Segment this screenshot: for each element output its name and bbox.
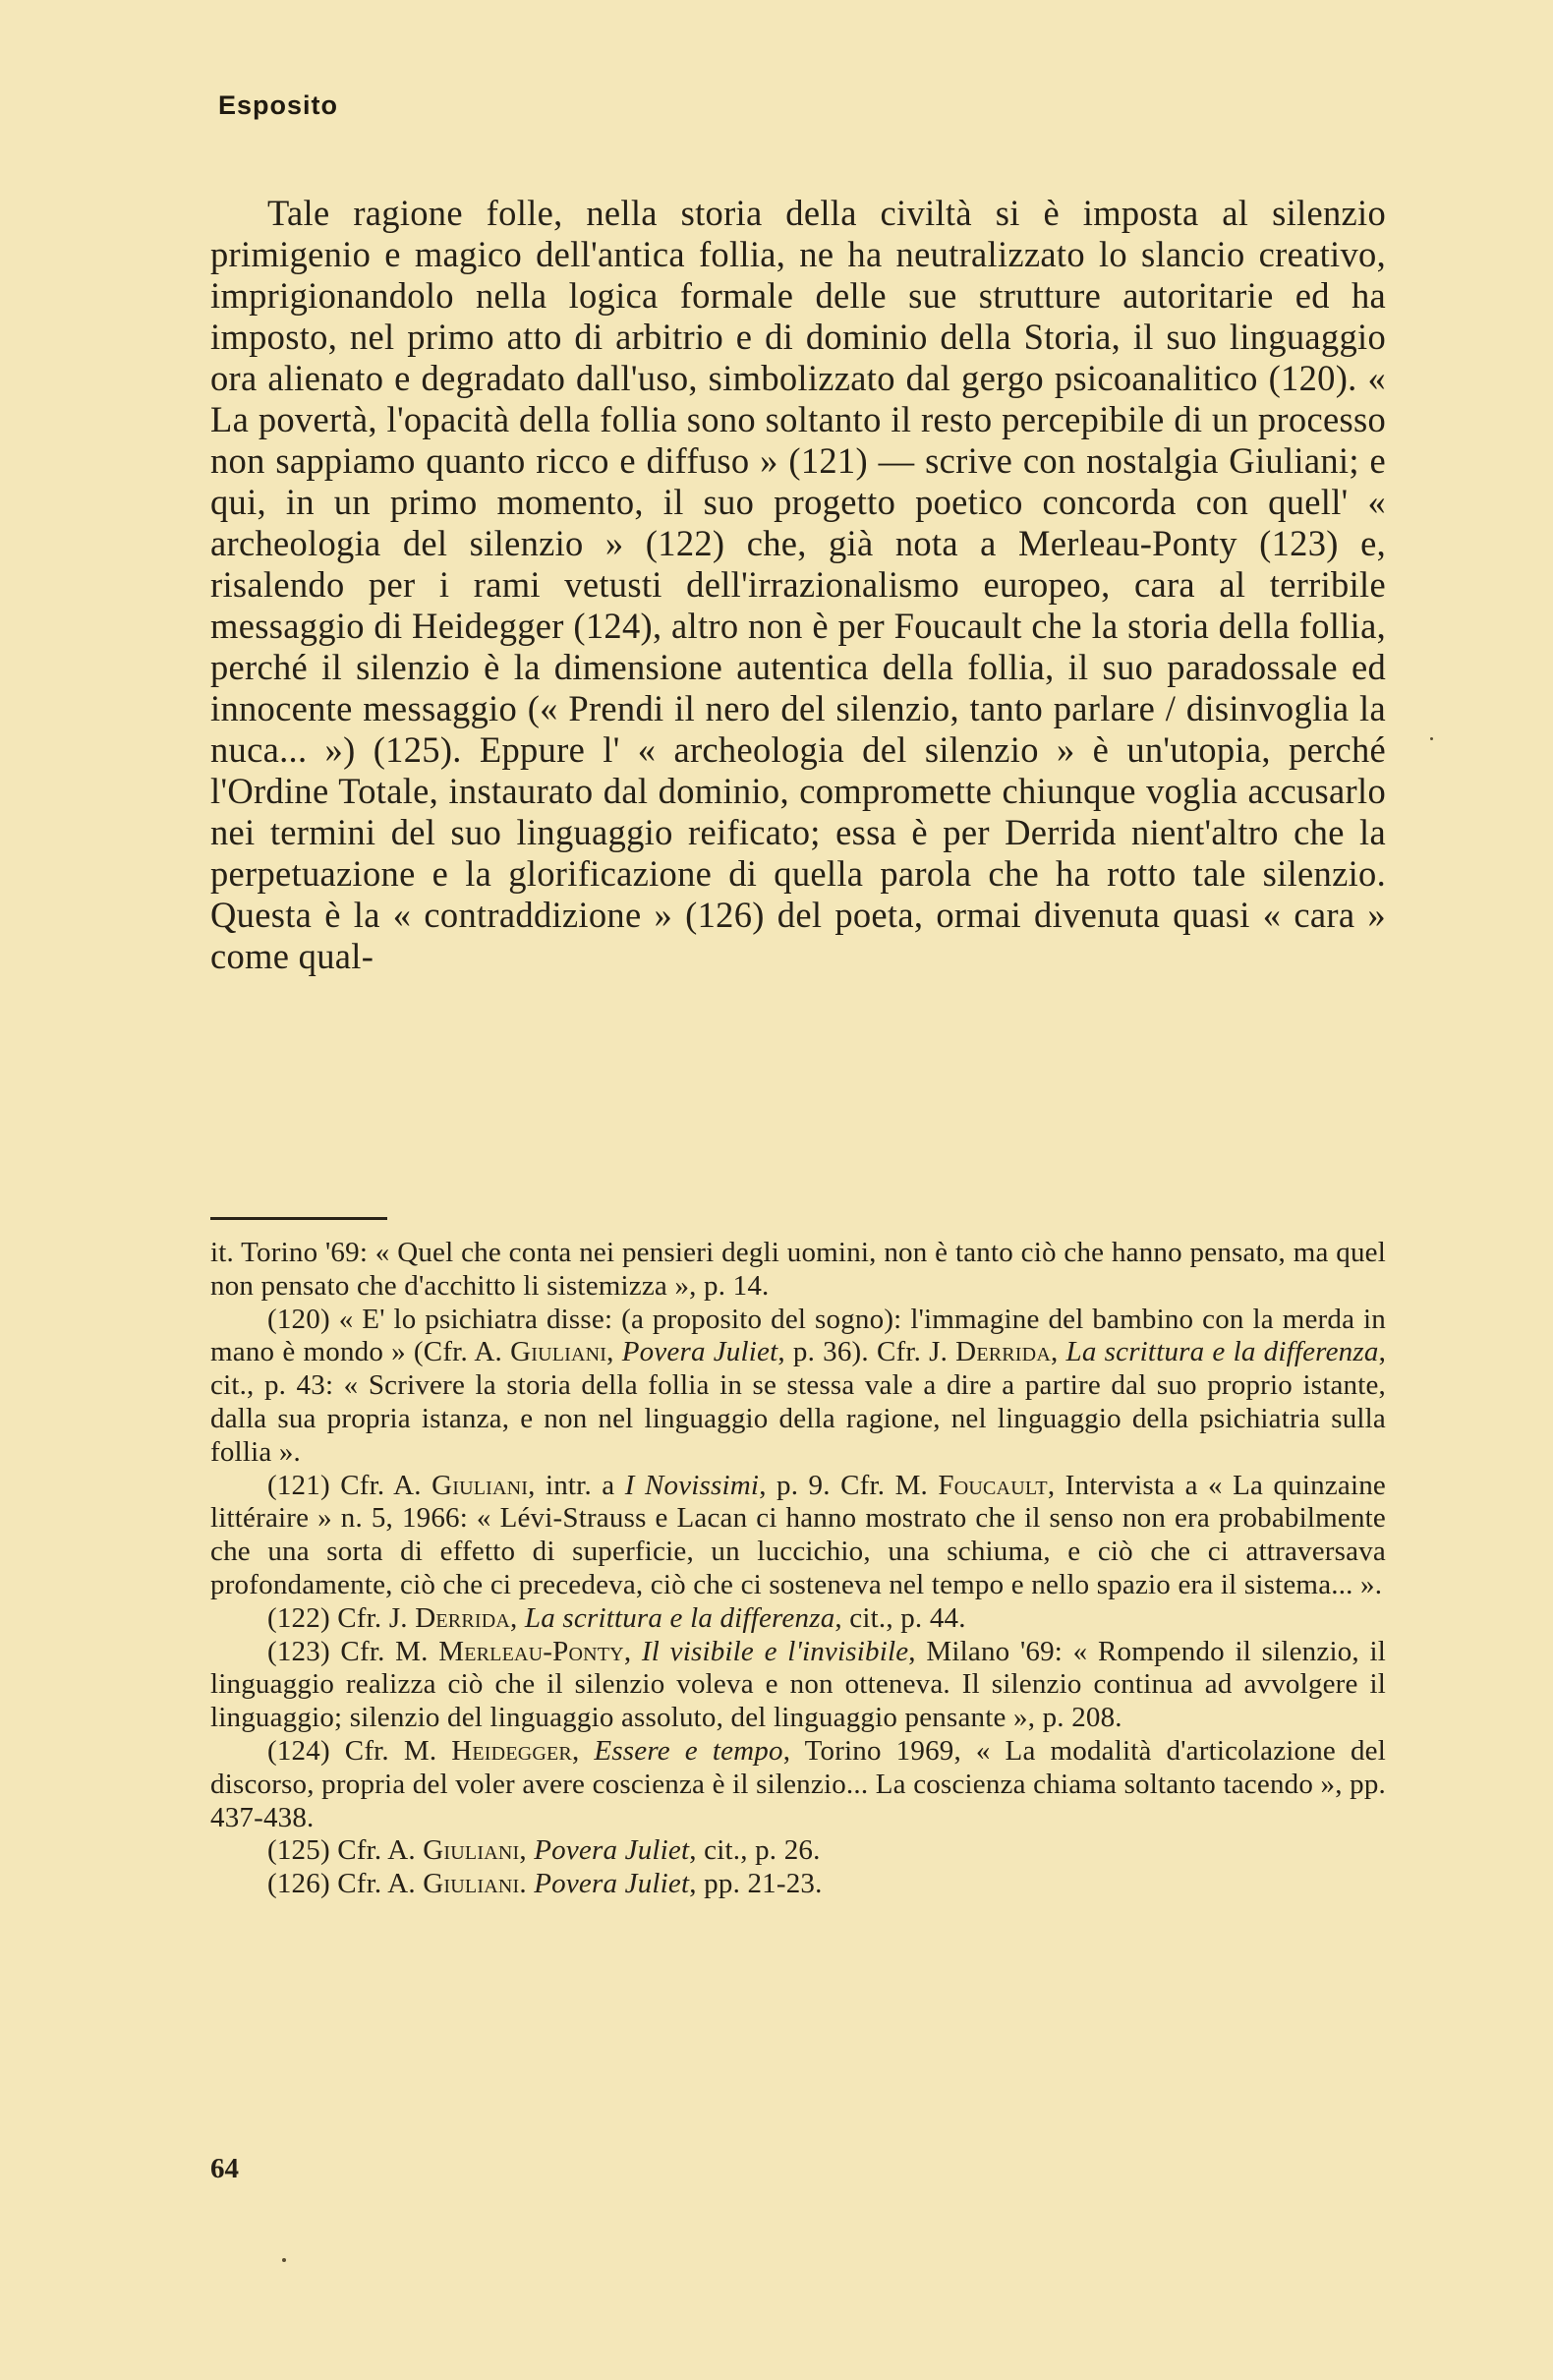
- footnote-121: (121) Cfr. A. Giuliani, intr. a I Novissimi, p. 9. Cfr. M. Foucault, Intervista a « La quinzaine littéraire » n. 5, 1966: « Lévi-Strauss e Lacan ci hanno mostrato che il senso non era probabilmente che una sorta di effetto di superficie, un luccichio, una schiuma, e ciò che ci attraversava profondamente, ciò che ci precedeva, ciò che ci sosteneva nel tempo e nello spazio era il sistema... ».: [210, 1469, 1387, 1600]
- footnotes-block: [210, 1237, 1386, 1901]
- footnote-continuation: it. Torino '69: « Quel che conta nei pensieri degli uomini, non è tanto ciò che hanno pensato, ma quel non pensato che d'acchitto li sistemizza », p. 14.: [210, 1237, 1386, 1302]
- author-name: Merleau-Ponty: [438, 1635, 624, 1667]
- author-name: Giuliani: [423, 1834, 520, 1867]
- body-text: [210, 193, 1386, 977]
- footnote-123: (123) Cfr. M. Merleau-Ponty, Il visibile e l'invisibile, Milano '69: « Rompendo il silenzio, il linguaggio realizza ciò che il silenzio voleva e non otteneva. Il silenzio continua ad avvolgere il linguaggio; silenzio del linguaggio assoluto, del linguaggio pensante », p. 208.: [210, 1635, 1386, 1734]
- footnote-120: (120) « E' lo psichiatra disse: (a proposito del sogno): l'immagine del bambino con la merda in mano è mondo » (Cfr. A. Giuliani, Povera Juliet, p. 36). Cfr. J. Derrida, La scrittura e la differenza, cit., p. 43: « Scrivere la storia della follia in se stessa vale a dire a partire dal suo proprio istante, dalla sua propria istanza, e non nel linguaggio della ragione, nel linguaggio della psichiatria sulla follia ».: [210, 1303, 1387, 1468]
- book-title: La scrittura e la differenza: [1065, 1336, 1379, 1368]
- running-head: Esposito: [218, 90, 339, 120]
- book-title: Essere e tempo: [594, 1734, 783, 1767]
- footnote-divider: [210, 1217, 387, 1220]
- author-name: Derrida: [955, 1336, 1051, 1368]
- body-paragraph: Tale ragione folle, nella storia della civiltà si è imposta al silenzio primigenio e magico dell'antica follia, ne ha neutralizzato lo slancio creativo, imprigionandolo nella logica formale delle sue strutture autoritarie ed ha imposto, nel primo atto di arbitrio e di dominio della Storia, il suo linguaggio ora alienato e degradato dall'uso, simbolizzato dal gergo psicoanalitico (120). « La povertà, l'opacità della follia sono soltanto il resto percepibile di un processo non sappiamo quanto ricco e diffuso » (121) — scrive con nostalgia Giuliani; e qui, in un primo momento, il suo progetto poetico concorda con quell' « archeologia del silenzio » (122) che, già nota a Merleau-Ponty (123) e, risalendo per i rami vetusti dell'irrazionalismo europeo, cara al terribile messaggio di Heidegger (124), altro non è per Foucault che la storia della follia, perché il silenzio è la dimensione autentica della follia, il suo paradossale ed innocente messaggio (« Prendi il nero del silenzio, tanto parlare / disinvoglia la nuca... ») (125). Eppure l' « archeologia del silenzio » è un'utopia, perché l'Ordine Totale, instaurato dal dominio, compromette chiunque voglia accusarlo nei termini del suo linguaggio reificato; essa è per Derrida nient'altro che la perpetuazione e la glorificazione di quella parola che ha rotto tale silenzio. Questa è la « contraddizione » (126) del poeta, ormai divenuta quasi « cara » come qual-: [210, 193, 1386, 976]
- footnote-122: (122) Cfr. J. Derrida, La scrittura e la differenza, cit., p. 44.: [267, 1601, 966, 1634]
- book-title: Povera Juliet: [534, 1834, 690, 1867]
- author-name: Giuliani: [423, 1868, 520, 1900]
- footnote-124: (124) Cfr. M. Heidegger, Essere e tempo, Torino 1969, « La modalità d'articolazione del discorso, propria del voler avere coscienza è il silenzio... La coscienza chiama soltanto tacendo », pp. 437-438.: [210, 1734, 1386, 1833]
- book-title: I Novissimi: [624, 1469, 760, 1501]
- page-number: 64: [210, 2153, 239, 2184]
- footnote-126: (126) Cfr. A. Giuliani. Povera Juliet, pp. 21-23.: [267, 1868, 823, 1900]
- author-name: Heidegger: [451, 1734, 572, 1767]
- author-name: Giuliani: [510, 1336, 607, 1368]
- author-name: Derrida: [415, 1601, 511, 1634]
- author-name: Giuliani: [431, 1469, 529, 1501]
- paper-speck: [282, 2258, 286, 2262]
- book-title: Povera Juliet: [621, 1336, 778, 1368]
- author-name: Foucault: [938, 1469, 1048, 1501]
- book-title: La scrittura e la differenza: [524, 1601, 835, 1634]
- footnote-125: (125) Cfr. A. Giuliani, Povera Juliet, cit., p. 26.: [267, 1834, 821, 1867]
- paper-speck: [1430, 737, 1433, 740]
- book-title: Il visibile e l'invisibile: [641, 1635, 909, 1667]
- book-title: Povera Juliet: [534, 1868, 690, 1900]
